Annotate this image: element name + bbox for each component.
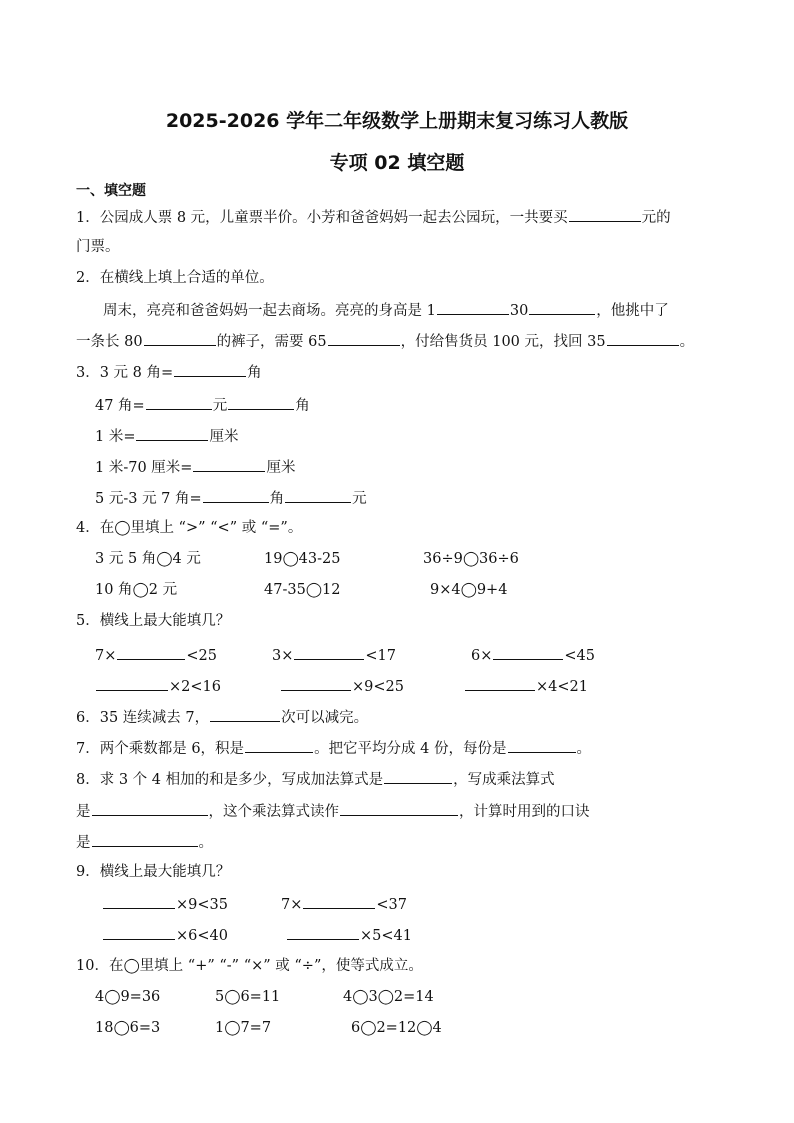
question-9: 9．横线上最大能填几？ — [76, 864, 231, 880]
answer-blank[interactable] — [245, 737, 313, 753]
answer-blank[interactable] — [285, 487, 351, 503]
answer-blank[interactable] — [136, 425, 208, 441]
answer-blank[interactable] — [92, 831, 198, 847]
question-6: 6．35 连续减去 7， 次可以减完。 — [76, 706, 368, 728]
question-5-item: ×4<21 — [464, 675, 588, 697]
question-9-item: ×5<41 — [286, 924, 412, 946]
answer-blank[interactable] — [203, 487, 269, 503]
question-5-item: 7× <25 — [95, 644, 217, 666]
answer-blank[interactable] — [569, 206, 641, 222]
question-10-item: 1◯7=7 — [215, 1020, 272, 1036]
question-4-item: 47-35◯12 — [264, 582, 341, 598]
question-3-line-4: 1 米-70 厘米= 厘米 — [95, 456, 295, 478]
question-3: 3．3 元 8 角= 角 — [76, 361, 262, 383]
question-10-item: 5◯6=11 — [215, 989, 281, 1005]
question-9-item: ×9<35 — [102, 893, 228, 915]
question-4: 4．在◯里填上 “>” “<” 或 “=”。 — [76, 520, 303, 536]
question-5-item: 6× <45 — [471, 644, 595, 666]
question-7: 7．两个乘数都是 6，积是 。把它平均分成 4 份，每份是 。 — [76, 737, 591, 759]
question-10-item: 4◯9=36 — [95, 989, 161, 1005]
answer-blank[interactable] — [294, 644, 364, 660]
question-2-line-2: 一条长 80 的裤子，需要 65 ，付给售货员 100 元，找回 35 。 — [76, 330, 694, 352]
answer-blank[interactable] — [465, 675, 535, 691]
question-8-line-2: 是 ，这个乘法算式读作 ，计算时用到的口诀 — [76, 800, 590, 822]
answer-blank[interactable] — [303, 893, 375, 909]
answer-blank[interactable] — [607, 330, 679, 346]
answer-blank[interactable] — [146, 394, 212, 410]
question-8-line-3: 是 。 — [76, 831, 213, 853]
question-1: 1．公园成人票 8 元，儿童票半价。小芳和爸爸妈妈一起去公园玩，一共要买 元的 — [76, 206, 671, 228]
answer-blank[interactable] — [508, 737, 576, 753]
answer-blank[interactable] — [493, 644, 563, 660]
answer-blank[interactable] — [96, 675, 168, 691]
page-title: 2025-2026 学年二年级数学上册期末复习练习人教版 — [165, 110, 629, 132]
question-5-item: ×9<25 — [280, 675, 404, 697]
question-9-item: 7× <37 — [281, 893, 407, 915]
answer-blank[interactable] — [340, 800, 458, 816]
answer-blank[interactable] — [174, 361, 246, 377]
question-5-item: ×2<16 — [95, 675, 221, 697]
question-8: 8．求 3 个 4 相加的和是多少，写成加法算式是 ，写成乘法算式 — [76, 768, 555, 790]
question-2: 2．在横线上填上合适的单位。 — [76, 270, 274, 286]
answer-blank[interactable] — [210, 706, 280, 722]
answer-blank[interactable] — [384, 768, 452, 784]
answer-blank[interactable] — [328, 330, 400, 346]
question-3-line-5: 5 元-3 元 7 角= 角 元 — [95, 487, 367, 509]
question-10-item: 6◯2=12◯4 — [351, 1020, 442, 1036]
question-3-line-2: 47 角= 元 角 — [95, 394, 310, 416]
question-10-item: 18◯6=3 — [95, 1020, 161, 1036]
section-heading: 一、填空题 — [76, 183, 146, 199]
answer-blank[interactable] — [281, 675, 351, 691]
page-subtitle: 专项 02 填空题 — [329, 152, 465, 174]
answer-blank[interactable] — [92, 800, 208, 816]
question-4-item: 19◯43-25 — [264, 551, 341, 567]
answer-blank[interactable] — [103, 893, 175, 909]
question-2-line-1: 周末，亮亮和爸爸妈妈一起去商场。亮亮的身高是 1 30 ，他挑中了 — [103, 299, 669, 321]
answer-blank[interactable] — [228, 394, 294, 410]
question-3-line-3: 1 米= 厘米 — [95, 425, 238, 447]
answer-blank[interactable] — [144, 330, 216, 346]
question-5-item: 3× <17 — [272, 644, 396, 666]
question-4-item: 36÷9◯36÷6 — [423, 551, 519, 567]
answer-blank[interactable] — [103, 924, 175, 940]
answer-blank[interactable] — [437, 299, 509, 315]
question-9-item: ×6<40 — [102, 924, 228, 946]
question-10: 10．在◯里填上 “+” “-” “×” 或 “÷”，使等式成立。 — [76, 958, 423, 974]
answer-blank[interactable] — [529, 299, 595, 315]
answer-blank[interactable] — [193, 456, 265, 472]
answer-blank[interactable] — [117, 644, 185, 660]
question-1-cont: 门票。 — [76, 239, 120, 255]
question-10-item: 4◯3◯2=14 — [343, 989, 434, 1005]
question-5: 5．横线上最大能填几？ — [76, 613, 231, 629]
question-4-item: 9×4◯9+4 — [430, 582, 508, 598]
question-4-item: 10 角◯2 元 — [95, 582, 178, 598]
answer-blank[interactable] — [287, 924, 359, 940]
question-4-item: 3 元 5 角◯4 元 — [95, 551, 201, 567]
